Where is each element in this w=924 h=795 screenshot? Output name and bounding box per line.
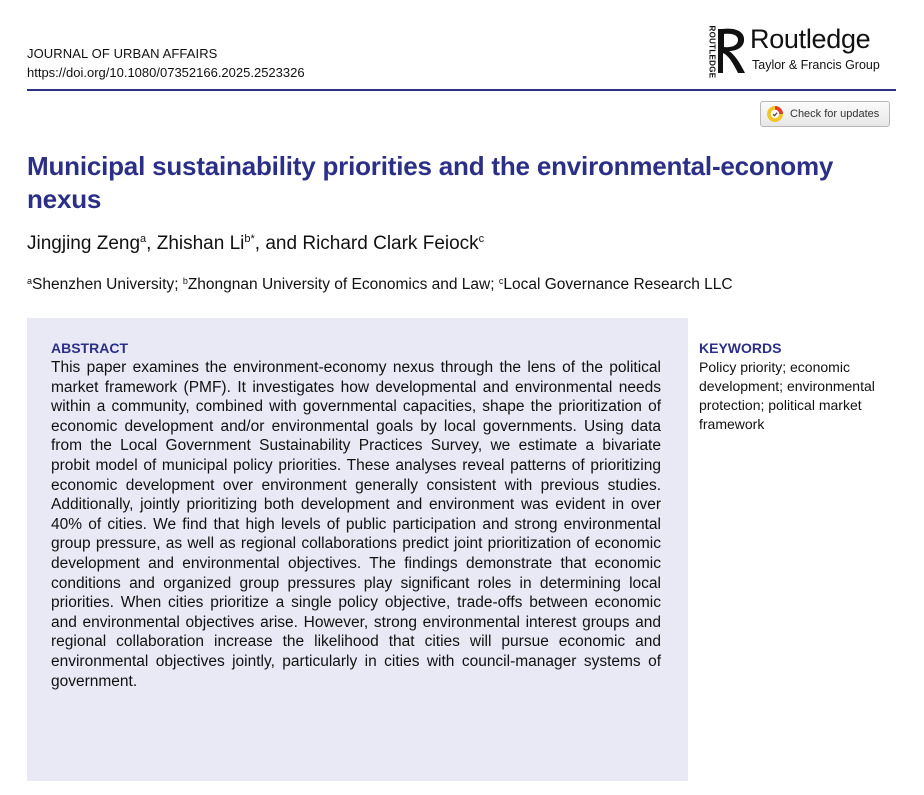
author-affiliation-mark: b* [244, 233, 255, 245]
affiliation-list [27, 275, 733, 295]
affiliation-mark: b [182, 276, 188, 286]
publisher-logo [706, 25, 896, 77]
abstract-text: This paper examines the environment-economy nexus through the lens of the political market framework (PMF). It investigates how developmental and environmental needs within a community, combined with governmental capacities, shape the prioritization of economic development and/or environmental goals by local governments. Using data from the Local Government Sustainability Practices Survey, we estimate a bivariate probit model of municipal policy priorities. These analyses reveal patterns of prioritizing economic development over environment generally consistent with previous studies. Additionally, jointly prioritizing both development and environment was evident in over 40% of cities. We find that high levels of public participation and strong environmental group pressure, as well as regional collaborations predict joint prioritization of economic development and environmental objectives. The findings demonstrate that economic conditions and organized group pressures play significant roles in determining local priorities. When cities prioritize a single policy objective, trade-offs between economic and environmental objectives arise. However, strong environmental interest groups and regional collaboration increase the likelihood that cities will pursue economic and environmental objectives jointly, particularly in cities with council-manager systems of government. [51, 359, 661, 690]
author-affiliation-mark: c [478, 233, 485, 245]
article-title: Municipal sustainability priorities and the environmental-economy nexus [27, 151, 834, 214]
author-separator: , and [254, 233, 303, 254]
journal-name: JOURNAL OF URBAN AFFAIRS [27, 46, 218, 61]
author-list [27, 232, 484, 256]
check-updates-icon [766, 105, 784, 123]
affiliation-mark: a [27, 276, 33, 286]
check-updates-label: Check for updates [790, 108, 880, 120]
abstract-heading: ABSTRACT [51, 340, 128, 356]
check-for-updates-button[interactable] [760, 101, 890, 127]
routledge-mark-icon [718, 25, 748, 77]
author-name[interactable]: Jingjing Zeng [27, 233, 141, 254]
affiliation-separator: ; [174, 276, 183, 293]
affiliation-name: Local Governance Research LLC [503, 276, 733, 293]
author-name[interactable]: Zhishan Li [156, 233, 245, 254]
keywords-heading: KEYWORDS [699, 340, 782, 356]
affiliation-name: Shenzhen University [32, 276, 175, 293]
publisher-group: Taylor & Francis Group [752, 58, 880, 72]
publisher-name: Routledge [750, 24, 871, 54]
header-rule [27, 89, 896, 91]
author-separator: , [146, 233, 157, 254]
author-affiliation-mark: a [140, 233, 147, 245]
doi-link[interactable]: https://doi.org/10.1080/07352166.2025.2523326 [27, 65, 305, 80]
publisher-vertical-label: ROUTLEDGE [707, 25, 717, 79]
journal-header [27, 44, 305, 82]
keywords-text: Policy priority; economic development; environmental protection; political market framework [699, 359, 875, 432]
affiliation-name: Zhongnan University of Economics and Law [187, 276, 491, 293]
affiliation-mark: c [498, 276, 504, 286]
affiliation-separator: ; [490, 276, 499, 293]
author-name[interactable]: Richard Clark Feiock [302, 233, 479, 254]
